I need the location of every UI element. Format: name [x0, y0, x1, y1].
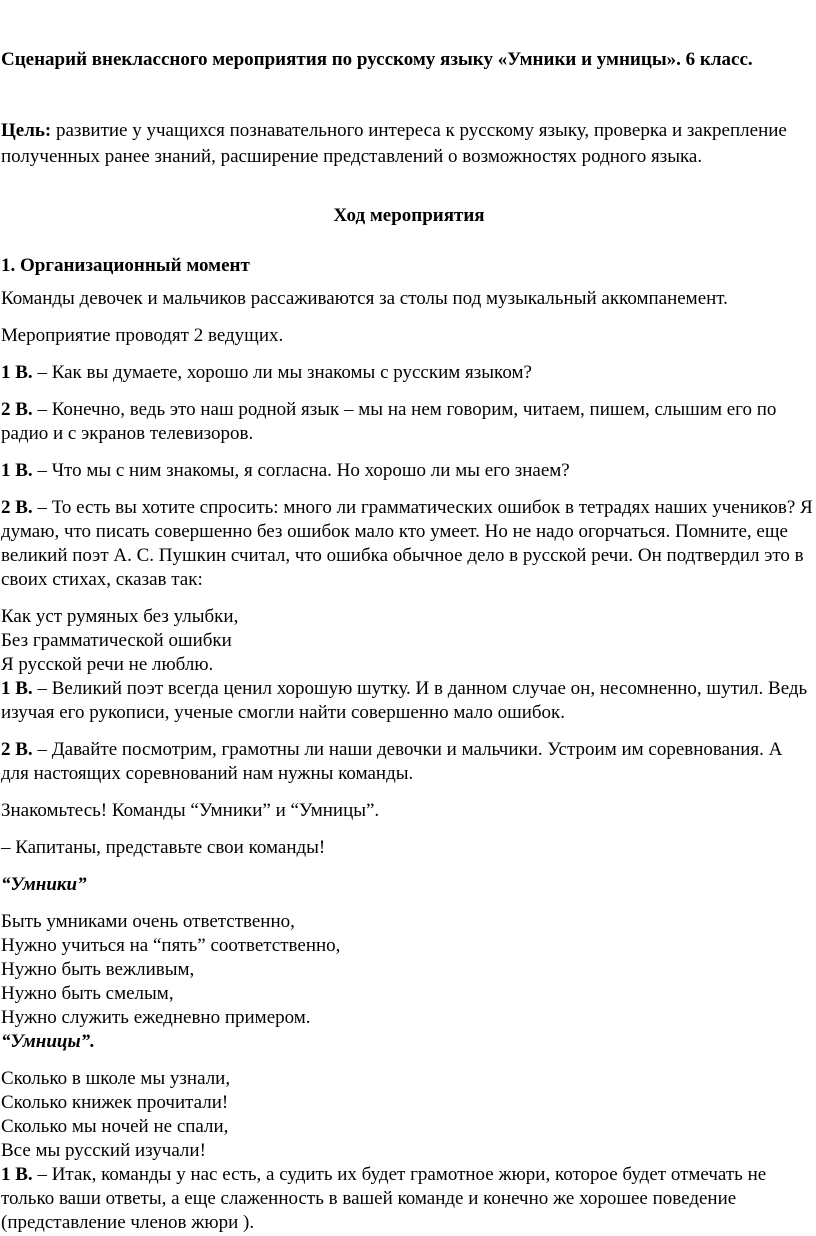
verse-line: Как уст румяных без улыбки,	[1, 606, 239, 627]
verse-line: Нужно учиться на “пять” соответственно,	[1, 935, 341, 956]
speaker-label: 1 В.	[1, 362, 33, 383]
verse-line: Нужно быть вежливым,	[1, 959, 195, 980]
dialogue-line	[1, 1163, 813, 1235]
section-heading: 1. Организационный момент	[1, 255, 250, 276]
verse-line: Сколько книжек прочитали!	[1, 1092, 229, 1113]
verse-line: Сколько в школе мы узнали,	[1, 1068, 231, 1089]
dialogue-text: – То есть вы хотите спросить: много ли грамматических ошибок в тетрадях наших учеников? Я думаю, что писать совершенно без ошибок мало кто умеет. Но не надо огорчаться. Помните, еще великий поэт А. С. Пушкин считал, что ошибка обычное дело в русской речи. Он подтвердил это в своих стихах, сказав так:	[1, 497, 813, 590]
speaker-label: 2 В.	[1, 497, 33, 518]
team2-verse	[1, 1067, 813, 1163]
goal-paragraph	[1, 118, 801, 170]
team1-verse	[1, 910, 813, 1030]
speaker-label: 1 В.	[1, 1164, 33, 1185]
verse-line: Все мы русский изучали!	[1, 1140, 206, 1161]
document-title: Сценарий внеклассного мероприятия по русскому языку «Умники и умницы». 6 класс.	[1, 49, 753, 70]
document-body	[1, 287, 813, 1235]
dialogue-text: – Как вы думаете, хорошо ли мы знакомы с русским языком?	[32, 362, 532, 383]
captains-line: – Капитаны, представьте свои команды!	[1, 837, 326, 858]
goal-text: развитие у учащихся познавательного интереса к русскому языку, проверка и закрепление полученных ранее знаний, расширение представлений о возможностях родного языка.	[1, 120, 787, 167]
dialogue-text: – Давайте посмотрим, грамотны ли наши девочки и мальчики. Устроим им соревнования. А для настоящих соревнований нам нужны команды.	[1, 739, 783, 784]
verse-line: Я русской речи не люблю.	[1, 654, 214, 675]
speaker-label: 1 В.	[1, 460, 33, 481]
dialogue-line	[1, 738, 813, 786]
intro-paragraph: Мероприятие проводят 2 ведущих.	[1, 325, 284, 346]
dialogue-line	[1, 398, 813, 446]
verse-line: Без грамматической ошибки	[1, 630, 232, 651]
progress-heading: Ход мероприятия	[333, 205, 485, 226]
speaker-label: 2 В.	[1, 399, 33, 420]
dialogue-text: – Великий поэт всегда ценил хорошую шутку. И в данном случае он, несомненно, шутил. Ведь изучая его рукописи, ученые смогли найти совершенно мало ошибок.	[1, 678, 808, 723]
verse-line: Быть умниками очень ответственно,	[1, 911, 295, 932]
verse-line: Нужно быть смелым,	[1, 983, 174, 1004]
dialogue-line	[1, 459, 813, 483]
goal-label: Цель:	[1, 120, 52, 141]
dialogue-text: – Итак, команды у нас есть, а судить их будет грамотное жюри, которое будет отмечать не только ваши ответы, а еще слаженность в вашей команде и конечно же хорошее поведение (представление членов жюри ).	[1, 1164, 767, 1233]
dialogue-line	[1, 496, 813, 592]
verse-line: Нужно служить ежедневно примером.	[1, 1007, 311, 1028]
speaker-label: 1 В.	[1, 678, 33, 699]
teams-intro: Знакомьтесь! Команды “Умники” и “Умницы”.	[1, 800, 380, 821]
speaker-label: 2 В.	[1, 739, 33, 760]
team2-name: “Умницы”.	[1, 1031, 95, 1052]
dialogue-text: – Конечно, ведь это наш родной язык – мы на нем говорим, читаем, пишем, слышим его по радио и с экранов телевизоров.	[1, 399, 777, 444]
team1-name: “Умники”	[1, 874, 87, 895]
dialogue-line	[1, 677, 813, 725]
verse-line: Сколько мы ночей не спали,	[1, 1116, 229, 1137]
pushkin-verse	[1, 605, 813, 677]
dialogue-text: – Что мы с ним знакомы, я согласна. Но хорошо ли мы его знаем?	[32, 460, 570, 481]
intro-paragraph: Команды девочек и мальчиков рассаживаются за столы под музыкальный аккомпанемент.	[1, 288, 728, 309]
dialogue-line	[1, 361, 813, 385]
